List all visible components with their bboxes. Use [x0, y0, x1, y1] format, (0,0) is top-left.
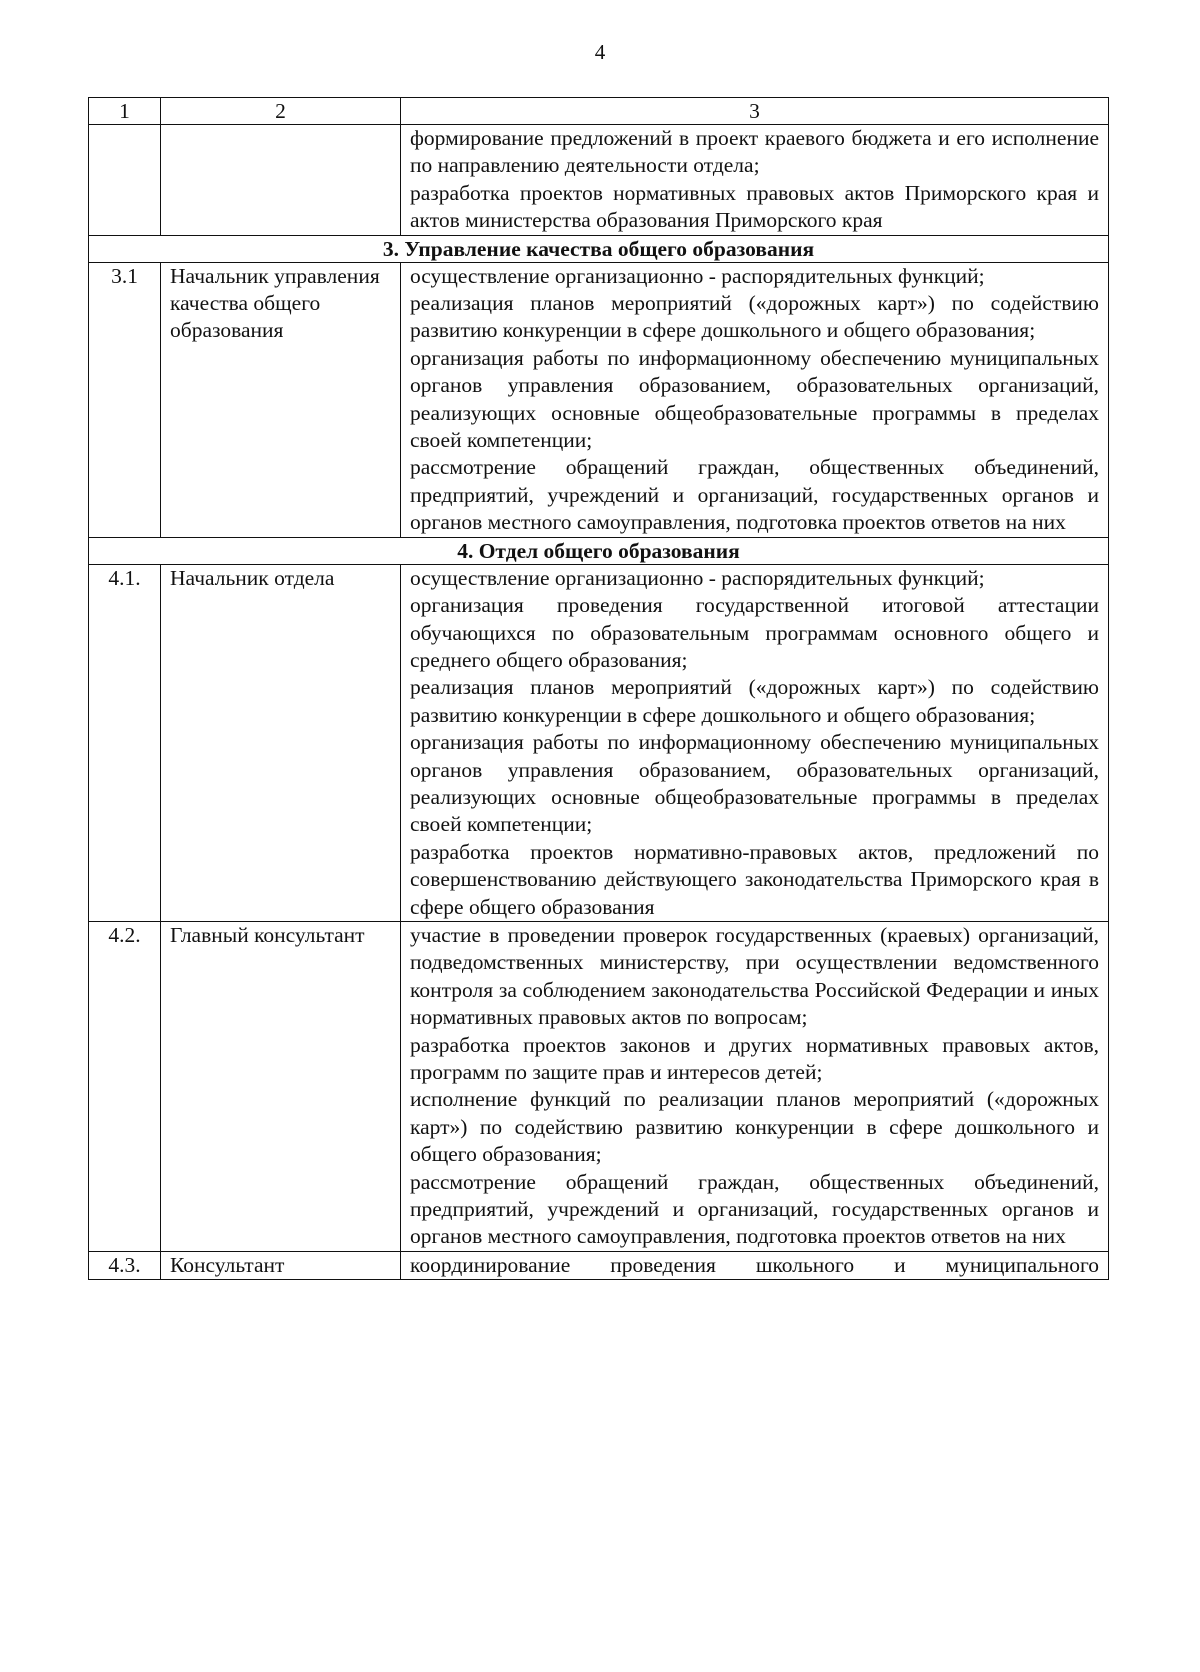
row-number: 3.1: [89, 262, 161, 537]
duty-paragraph: участие в проведении проверок государственных (краевых) организаций, подведомственных министерству, при осуществлении ведомственного контроля за соблюдением законодательства Российской Федерации и иных нормативных правовых актов по вопросам;: [410, 922, 1099, 1030]
staff-duties-table: [88, 97, 1109, 1280]
duty-paragraph: организация работы по информационному обеспечению муниципальных органов управления образованием, образовательных организаций, реализующих основные общеобразовательные программы в пределах своей компетенции;: [410, 730, 1099, 837]
duty-paragraph: осуществление организационно - распорядительных функций;: [410, 565, 985, 590]
column-header-1: 1: [89, 98, 161, 125]
position-title: Начальник управления качества общего образования: [161, 262, 401, 537]
page-number: 4: [594, 40, 606, 64]
duty-paragraph: координирование проведения школьного и муниципального: [410, 1252, 1099, 1277]
table-row-4-1: [89, 564, 1109, 921]
position-title: Консультант: [161, 1251, 401, 1279]
duty-paragraph: разработка проектов нормативных правовых актов Приморского края и актов министерства образования Приморского края: [410, 180, 1099, 233]
table-row-4-3: [89, 1251, 1109, 1279]
section-title: 3. Управление качества общего образования: [89, 235, 1109, 262]
table-header-row: [89, 98, 1109, 125]
duties-cell: [401, 921, 1109, 1251]
row-number: 4.1.: [89, 564, 161, 921]
duties-cell: [401, 125, 1109, 236]
duty-paragraph: организация проведения государственной итоговой аттестации обучающихся по образовательным программам основного общего и среднего общего образования;: [410, 593, 1099, 672]
duty-paragraph: рассмотрение обращений граждан, общественных объединений, предприятий, учреждений и организаций, государственных органов и органов местного самоуправления, подготовка проектов ответов на них: [410, 1169, 1099, 1249]
table-row-3-1: [89, 262, 1109, 537]
section-row-4: [89, 537, 1109, 564]
duty-paragraph: формирование предложений в проект краевого бюджета и его исполнение по направлению деятельности отдела;: [410, 126, 1099, 178]
column-header-3: 3: [401, 98, 1109, 125]
section-row-3: [89, 235, 1109, 262]
position-cell-empty: [161, 125, 401, 236]
section-title: 4. Отдел общего образования: [89, 537, 1109, 564]
row-number: 4.3.: [89, 1251, 161, 1279]
duty-paragraph: реализация планов мероприятий («дорожных карт») по содействию развитию конкуренции в сфере дошкольного и общего образования;: [410, 291, 1099, 343]
table-row-continuation: [89, 125, 1109, 236]
position-title: Начальник отдела: [161, 564, 401, 921]
duty-paragraph: разработка проектов нормативно-правовых актов, предложений по совершенствованию действующего законодательства Приморского края в сфере общего образования: [410, 839, 1099, 919]
duties-cell: [401, 564, 1109, 921]
duty-paragraph: осуществление организационно - распорядительных функций;: [410, 263, 985, 288]
number-cell-empty: [89, 125, 161, 236]
duties-cell: [401, 262, 1109, 537]
column-header-2: 2: [161, 98, 401, 125]
row-number: 4.2.: [89, 921, 161, 1251]
duty-paragraph: рассмотрение обращений граждан, общественных объединений, предприятий, учреждений и организаций, государственных органов и органов местного самоуправления, подготовка проектов ответов на них: [410, 455, 1099, 535]
table-row-4-2: [89, 921, 1109, 1251]
duty-paragraph: исполнение функций по реализации планов мероприятий («дорожных карт») по содействию развитию конкуренции в сфере дошкольного и общего образования;: [410, 1087, 1099, 1167]
duties-cell: [401, 1251, 1109, 1279]
duty-paragraph: разработка проектов законов и других нормативных правовых актов, программ по защите прав и интересов детей;: [410, 1032, 1099, 1084]
position-title: Главный консультант: [161, 921, 401, 1251]
duty-paragraph: реализация планов мероприятий («дорожных карт») по содействию развитию конкуренции в сфере дошкольного и общего образования;: [410, 675, 1099, 727]
duty-paragraph: организация работы по информационному обеспечению муниципальных органов управления образованием, образовательных организаций, реализующих основные общеобразовательные программы в пределах своей компетенции;: [410, 345, 1099, 453]
